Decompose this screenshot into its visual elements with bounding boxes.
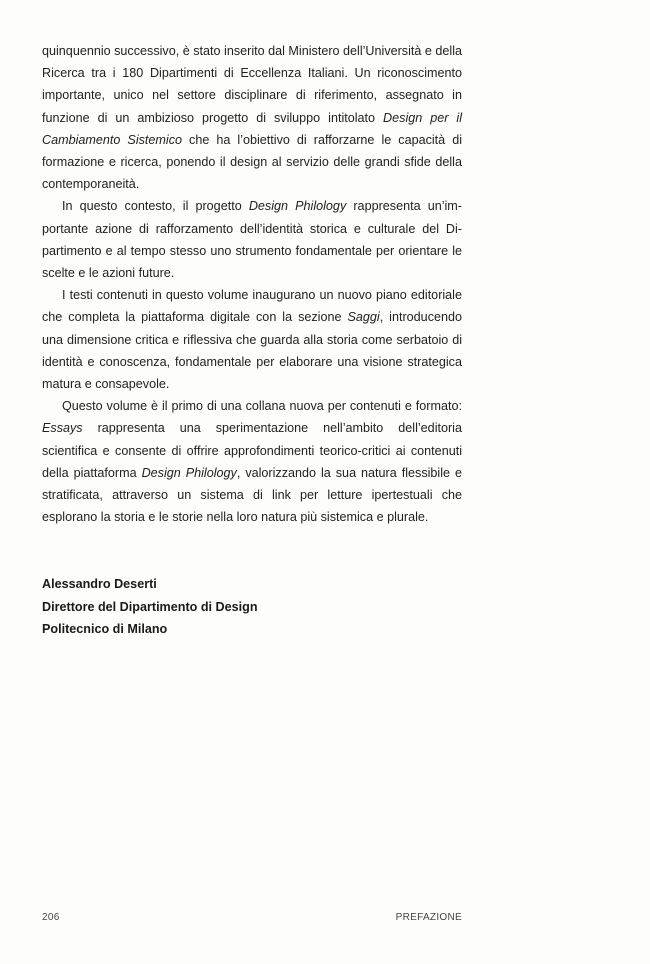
- author-institution: Politecnico di Milano: [42, 622, 168, 637]
- signature-block: [42, 573, 258, 641]
- running-header-section: PREFAZIONE: [395, 912, 462, 923]
- body-text: [42, 40, 462, 528]
- italic-title: Design Philology: [141, 465, 237, 480]
- paragraph: quinquennio successivo, è stato inserito dal Ministero dell’Università e della Ricerca tra i 180 Dipartimenti di Eccellenza Italiani. Un riconoscimento importante, unico nel settore disciplinare di riferimento, assegnato in funzione di un ambizioso progetto di sviluppo intitolato Design per il Cambiamento Sistemico che ha l’obiettivo di rafforzarne le capacità di formazione e ricerca, ponendo il design al servizio delle grandi sfide della contemporaneità.: [42, 44, 463, 192]
- italic-title: Essays: [42, 421, 83, 436]
- italic-title: Design per il Cambiamento Sistemico: [42, 110, 462, 147]
- page-footer: [42, 912, 462, 923]
- italic-title: Saggi: [347, 310, 380, 325]
- italic-title: Design Philology: [248, 199, 347, 214]
- paragraph: I testi contenuti in questo volume inaugurano un nuovo piano editoriale che completa la piattaforma digitale con la sezione Saggi, introducendo una dimensione critica e riflessiva che guarda alla storia come serbatoio di identità e conoscenza, fondamentale per elaborare una visione strategica matura e consapevole.: [42, 288, 463, 392]
- author-name: Alessandro Deserti: [42, 577, 157, 591]
- paragraph: In questo contesto, il progetto Design Philology rappresenta un’importante azione di rafforzamento dell’identità storica e culturale del Dipartimento e al tempo stesso uno strumento fondamentale per orientare le scelte e le azioni future.: [42, 199, 462, 281]
- page-number: 206: [42, 912, 60, 923]
- paragraph: Questo volume è il primo di una collana nuova per contenuti e formato: Essays rappresenta una sperimentazione nell’ambito dell’editoria scientifica e consente di offrire approfondimenti teorico-critici ai contenuti della piattaforma Design Philology, valorizzando la sua natura flessibile e stratificata, attraverso un sistema di link per letture ipertestuali che esplorano la storia e le storie nella loro natura più sistemica e plurale.: [42, 399, 462, 525]
- author-role: Direttore del Dipartimento di Design: [42, 599, 258, 614]
